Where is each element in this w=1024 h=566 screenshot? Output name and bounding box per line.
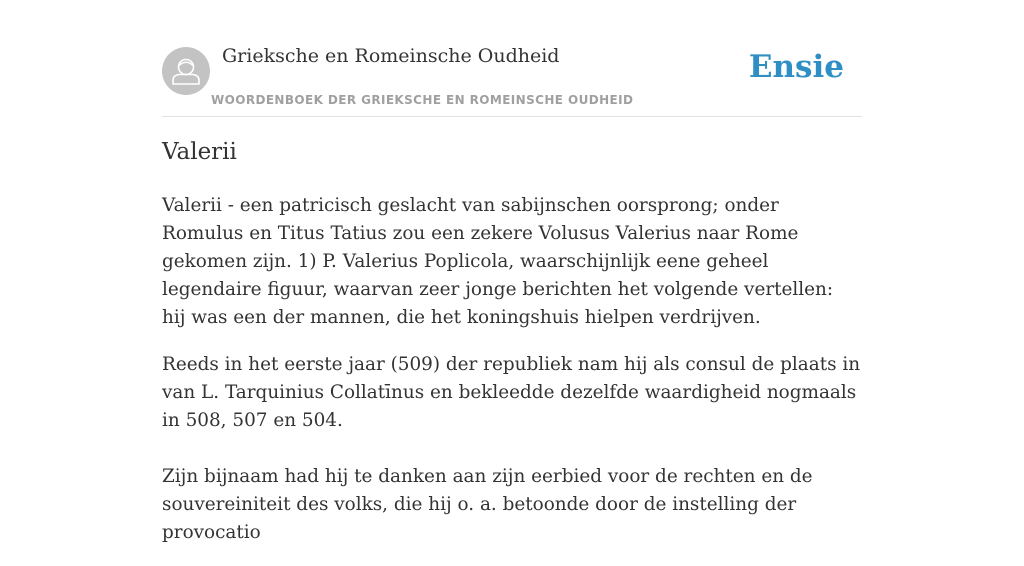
source-header xyxy=(162,45,862,117)
entry-body xyxy=(162,192,862,566)
entry-paragraph: Zijn bijnaam had hij te danken aan zijn eerbied voor de rechten en de souvereiniteit des volks, die hij o. a. betoonde door de instelling der provocatio xyxy=(162,466,813,543)
paragraph-gap xyxy=(162,435,862,463)
entry-title: Valerii xyxy=(162,139,237,165)
entry-paragraph: Valerii - een patricisch geslacht van sabijnschen oorsprong; onder Romulus en Titus Tatius zou een zekere Volusus Valerius naar Rome gekomen zijn. 1) P. Valerius Poplicola, waarschijnlijk eene geheel legendaire figuur, waarvan zeer jonge berichten het volgende vertellen: hij was een der mannen, die het koningshuis hielpen verdrijven. xyxy=(162,195,834,328)
ensie-logo-link[interactable]: Ensie xyxy=(748,49,844,85)
source-avatar[interactable] xyxy=(162,47,210,95)
user-icon xyxy=(162,47,210,95)
source-subtitle[interactable]: WOORDENBOEK DER GRIEKSCHE EN ROMEINSCHE OUDHEID xyxy=(211,93,634,107)
source-title[interactable]: Grieksche en Romeinsche Oudheid xyxy=(222,45,560,67)
entry-paragraph: Reeds in het eerste jaar (509) der republiek nam hij als consul de plaats in van L. Tarquinius Collatīnus en bekleedde dezelfde waardigheid nogmaals in 508, 507 en 504. xyxy=(162,354,861,431)
